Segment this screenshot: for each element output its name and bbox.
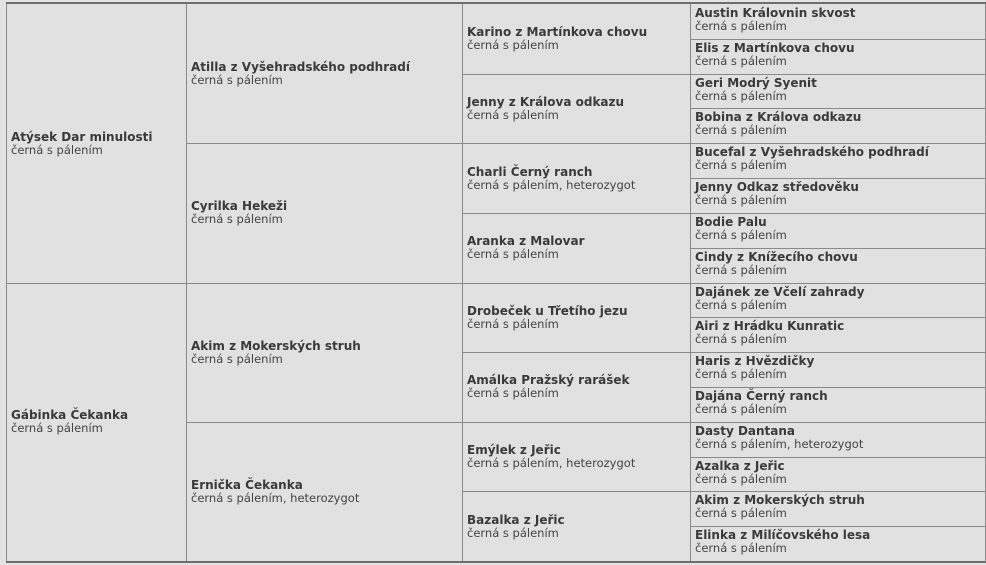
row-divider	[462, 283, 690, 284]
row-divider	[186, 283, 462, 284]
dog-color: černá s pálením	[467, 247, 559, 262]
dog-name[interactable]: Austin Královnin skvost	[695, 6, 856, 20]
dog-color: černá s pálením, heterozygot	[191, 490, 360, 505]
row-divider	[690, 143, 986, 144]
pedigree-cell-gen2	[186, 4, 462, 143]
row-divider	[462, 143, 690, 144]
dog-name[interactable]: Aranka z Malovar	[467, 234, 585, 249]
pedigree-cell-gen4	[690, 74, 986, 109]
row-divider	[186, 422, 462, 423]
pedigree-cell-gen3	[462, 4, 690, 74]
dog-color: černá s pálením	[467, 38, 559, 53]
dog-color: černá s pálením	[695, 541, 787, 556]
row-divider	[690, 74, 986, 75]
row-divider	[690, 526, 986, 527]
dog-color: černá s pálením	[695, 158, 787, 173]
row-divider	[690, 283, 986, 284]
row-divider	[462, 213, 690, 214]
pedigree-cell-gen2	[186, 143, 462, 282]
dog-name[interactable]: Akim z Mokerských struh	[695, 493, 865, 508]
pedigree-cell-gen4	[690, 317, 986, 352]
dog-name[interactable]: Cindy z Knížecího chovu	[695, 249, 858, 264]
pedigree-cell-gen4	[690, 213, 986, 248]
dog-color: černá s pálením	[695, 19, 787, 33]
dog-name[interactable]: Karino z Martínkova chovu	[467, 25, 648, 40]
dog-color: černá s pálením, heterozygot	[695, 436, 864, 451]
dog-color: černá s pálením	[695, 53, 787, 68]
row-divider	[690, 317, 986, 318]
dog-color: černá s pálením	[695, 332, 787, 347]
row-divider	[690, 352, 986, 353]
pedigree-cell-gen3	[462, 422, 690, 492]
pedigree-cell-gen3	[462, 352, 690, 422]
dog-color: černá s pálením	[191, 73, 283, 88]
row-divider	[690, 422, 986, 423]
dog-color: černá s pálením	[695, 123, 787, 138]
dog-name[interactable]: Elis z Martínkova chovu	[695, 40, 855, 55]
dog-name[interactable]: Charli Černý ranch	[467, 164, 593, 179]
pedigree-cell-gen3	[462, 283, 690, 353]
dog-color: černá s pálením	[467, 386, 559, 401]
pedigree-cell-gen1	[6, 283, 186, 562]
dog-name[interactable]: Bodie Palu	[695, 214, 767, 229]
pedigree-cell-gen4	[690, 108, 986, 143]
dog-color: černá s pálením	[695, 367, 787, 382]
pedigree-cell-gen4	[690, 4, 986, 39]
row-divider	[6, 283, 186, 284]
dog-color: černá s pálením	[11, 142, 103, 157]
dog-color: černá s pálením	[191, 351, 283, 366]
pedigree-cell-gen4	[690, 457, 986, 492]
dog-color: černá s pálením	[467, 525, 559, 540]
dog-name[interactable]: Haris z Hvězdičky	[695, 354, 815, 369]
pedigree-cell-gen4	[690, 422, 986, 457]
dog-color: černá s pálením	[695, 262, 787, 277]
row-divider	[690, 387, 986, 388]
dog-name[interactable]: Airi z Hrádku Kunratic	[695, 319, 845, 334]
dog-color: černá s pálením, heterozygot	[467, 456, 636, 471]
dog-name[interactable]: Dasty Dantana	[695, 423, 796, 438]
row-divider	[690, 39, 986, 40]
row-divider	[462, 352, 690, 353]
dog-color: černá s pálením	[695, 471, 787, 486]
pedigree-cell-gen3	[462, 491, 690, 561]
pedigree-cell-gen4	[690, 248, 986, 283]
row-divider	[462, 422, 690, 423]
dog-color: černá s pálením	[467, 316, 559, 331]
dog-name[interactable]: Dajána Černý ranch	[695, 388, 828, 403]
dog-name[interactable]: Atýsek Dar minulosti	[11, 129, 153, 144]
dog-name[interactable]: Emýlek z Jeřic	[467, 443, 561, 458]
pedigree-cell-gen4	[690, 352, 986, 387]
dog-color: černá s pálením	[11, 421, 103, 436]
row-divider	[462, 74, 690, 75]
pedigree-table	[6, 2, 986, 563]
pedigree-cell-gen4	[690, 143, 986, 178]
pedigree-cell-gen4	[690, 283, 986, 318]
row-divider	[186, 143, 462, 144]
dog-name[interactable]: Drobeček u Třetího jezu	[467, 303, 628, 318]
dog-color: černá s pálením	[695, 193, 787, 208]
dog-name[interactable]: Bobina z Králova odkazu	[695, 110, 862, 125]
row-divider	[690, 491, 986, 492]
dog-name[interactable]: Amálka Pražský rarášek	[467, 373, 630, 388]
dog-color: černá s pálením	[695, 401, 787, 416]
dog-name[interactable]: Atilla z Vyšehradského podhradí	[191, 60, 410, 75]
pedigree-cell-gen4	[690, 178, 986, 213]
pedigree-cell-gen3	[462, 74, 690, 144]
row-divider	[690, 178, 986, 179]
dog-name[interactable]: Bazalka z Jeřic	[467, 512, 565, 527]
row-divider	[462, 491, 690, 492]
pedigree-cell-gen4	[690, 387, 986, 422]
row-divider	[690, 457, 986, 458]
row-divider	[690, 108, 986, 109]
dog-color: černá s pálením	[191, 212, 283, 227]
dog-name[interactable]: Ernička Čekanka	[191, 477, 303, 492]
dog-name[interactable]: Geri Modrý Syenit	[695, 75, 817, 90]
dog-name[interactable]: Azalka z Jeřic	[695, 458, 785, 473]
pedigree-cell-gen3	[462, 213, 690, 283]
pedigree-cell-gen2	[186, 283, 462, 422]
dog-color: černá s pálením, heterozygot	[467, 177, 636, 192]
pedigree-cell-gen1	[6, 4, 186, 283]
dog-color: černá s pálením	[695, 506, 787, 521]
pedigree-cell-gen4	[690, 39, 986, 74]
dog-color: černá s pálením	[695, 297, 787, 312]
pedigree-cell-gen3	[462, 143, 690, 213]
dog-name[interactable]: Jenny Odkaz středověku	[695, 180, 859, 195]
row-divider	[690, 248, 986, 249]
dog-name[interactable]: Gábinka Čekanka	[11, 408, 129, 423]
dog-name[interactable]: Akim z Mokerských struh	[191, 338, 361, 353]
dog-color: černá s pálením	[467, 107, 559, 122]
dog-color: černá s pálením	[695, 227, 787, 242]
dog-name[interactable]: Elinka z Milíčovského lesa	[695, 528, 871, 543]
pedigree-cell-gen2	[186, 422, 462, 561]
dog-name[interactable]: Dajánek ze Včelí zahrady	[695, 284, 865, 299]
row-divider	[690, 213, 986, 214]
pedigree-cell-gen4	[690, 526, 986, 561]
dog-name[interactable]: Cyrilka Hekeži	[191, 199, 288, 214]
pedigree-cell-gen4	[690, 491, 986, 526]
dog-name[interactable]: Jenny z Králova odkazu	[467, 94, 625, 109]
dog-color: černá s pálením	[695, 88, 787, 103]
dog-name[interactable]: Bucefal z Vyšehradského podhradí	[695, 145, 929, 160]
